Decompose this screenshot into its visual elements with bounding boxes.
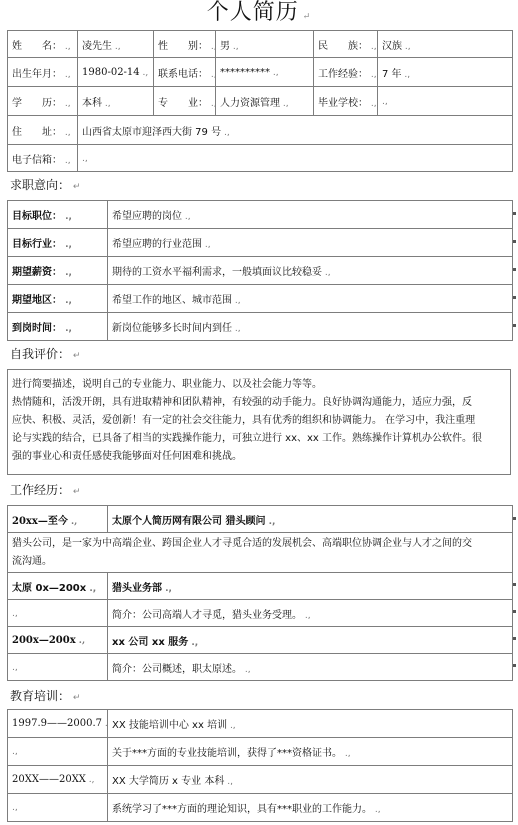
email-value <box>78 145 513 172</box>
row-end-mark <box>513 664 516 667</box>
work-role: 猎头业务部 ., <box>108 573 513 600</box>
self-eval-heading: 自我评价： ↵ <box>10 346 80 364</box>
education-label: 学 历： ., <box>8 87 78 116</box>
edu-content: 系统学习了***方面的理论知识，具有***职业的工作能力。 ., <box>108 794 513 822</box>
self-eval-line: 论与实践的结合，已具备了相当的实践操作能力，可独立进行 xx、xx 工作。熟练操作计算机办公软件。很 <box>12 433 483 444</box>
intent-value: 期待的工资水平福利需求，一般填面议比较稳妥 ., <box>108 257 513 285</box>
intent-value: 新岗位能够多长时间内到任 ., <box>108 313 513 341</box>
work-empty-cell <box>8 600 108 627</box>
intent-label: 目标职位： ., <box>8 201 108 229</box>
experience-value: 7 年 ., <box>378 58 513 87</box>
work-period: 太原 0x—200x ., <box>8 573 108 600</box>
work-empty-cell <box>8 654 108 681</box>
school-label: 毕业学校： ., <box>314 87 378 116</box>
row-end-mark <box>513 610 516 613</box>
work-table <box>7 505 513 681</box>
row-end-mark <box>513 324 516 327</box>
edu-period <box>8 738 108 766</box>
intent-label: 目标行业： ., <box>8 229 108 257</box>
row-end-mark <box>513 583 516 586</box>
name-label: 姓 名： ., <box>8 31 78 58</box>
work-desc: 简介：公司概述，职太原述。 ., <box>108 654 513 681</box>
work-desc-line: 流沟通。 <box>12 555 52 567</box>
work-heading: 工作经历： ↵ <box>10 482 80 500</box>
ethnicity-value: 汉族 ., <box>378 31 513 58</box>
row-end-mark <box>513 240 516 243</box>
birth-label: 出生年月： ., <box>8 58 78 87</box>
intent-value: 希望应聘的行业范围 ., <box>108 229 513 257</box>
gender-value: 男 ., <box>216 31 314 58</box>
self-eval-line: 应快、积极、灵活，爱创新！有一定的社会交往能力，具有优秀的组织和协调能力。 在学习中，我注重理 <box>12 415 476 426</box>
edu-period: 1997.9——2000.7 ., <box>8 710 108 738</box>
phone-value: ********** ., <box>216 58 314 87</box>
major-label: 专 业： ., <box>154 87 216 116</box>
intent-label: 到岗时间： ., <box>8 313 108 341</box>
education-heading: 教育培训： ↵ <box>10 688 80 706</box>
ethnicity-label: 民 族： ., <box>314 31 378 58</box>
intent-label: 期望地区： ., <box>8 285 108 313</box>
self-eval-box <box>7 369 511 475</box>
phone-label: 联系电话： ., <box>154 58 216 87</box>
row-end-mark <box>513 637 516 640</box>
self-eval-line: 热情随和，活泼开朗，具有进取精神和团队精神，有较强的动手能力。良好协调沟通能力，适应力强，反 <box>12 397 472 408</box>
row-end-mark <box>513 517 516 520</box>
education-table <box>7 709 513 822</box>
work-period: 20xx—至今 ., <box>8 506 108 533</box>
page-title: 个人简历 ↵ <box>0 0 518 30</box>
row-end-mark <box>513 212 516 215</box>
birth-value: 1980-02-14 ., <box>78 58 154 87</box>
job-intent-heading: 求职意向： ↵ <box>10 177 80 195</box>
email-label: 电子信箱： ., <box>8 145 78 172</box>
self-eval-line: 强的事业心和责任感使我能够面对任何困难和挑战。 <box>12 451 242 462</box>
basic-info-table <box>7 30 513 172</box>
edu-content: 关于***方面的专业技能培训，获得了***资格证书。 ., <box>108 738 513 766</box>
work-desc <box>8 533 513 573</box>
address-value: 山西省太原市迎泽西大街 79 号 ., <box>78 116 513 145</box>
row-end-mark <box>513 296 516 299</box>
education-value: 本科 ., <box>78 87 154 116</box>
major-value: 人力资源管理 ., <box>216 87 314 116</box>
work-role: xx 公司 xx 服务 ., <box>108 627 513 654</box>
row-end-mark <box>513 268 516 271</box>
work-period: 200x—200x ., <box>8 627 108 654</box>
work-company: 太原个人简历网有限公司 猎头顾问 ., <box>108 506 513 533</box>
address-label: 住 址： ., <box>8 116 78 145</box>
edu-content: XX 技能培训中心 xx 培训 ., <box>108 710 513 738</box>
work-desc: 简介：公司高端人才寻觅，猎头业务受理。 ., <box>108 600 513 627</box>
edu-period <box>8 794 108 822</box>
edu-content: XX 大学简历 x 专业 本科 ., <box>108 766 513 794</box>
intent-value: 希望应聘的岗位 ., <box>108 201 513 229</box>
work-desc-line: 猎头公司，是一家为中高端企业、跨国企业人才寻觅合适的发展机会、高端职位协调企业与人才之间的交 <box>12 537 472 549</box>
edu-period: 20XX——20XX ., <box>8 766 108 794</box>
gender-label: 性 别： ., <box>154 31 216 58</box>
intent-value: 希望工作的地区、城市范围 ., <box>108 285 513 313</box>
name-value: 凌先生 ., <box>78 31 154 58</box>
experience-label: 工作经验： ., <box>314 58 378 87</box>
intent-label: 期望薪资： ., <box>8 257 108 285</box>
school-value <box>378 87 513 116</box>
self-eval-line: 进行简要描述，说明自己的专业能力、职业能力、以及社会能力等等。 <box>12 379 322 390</box>
job-intent-table <box>7 200 513 341</box>
